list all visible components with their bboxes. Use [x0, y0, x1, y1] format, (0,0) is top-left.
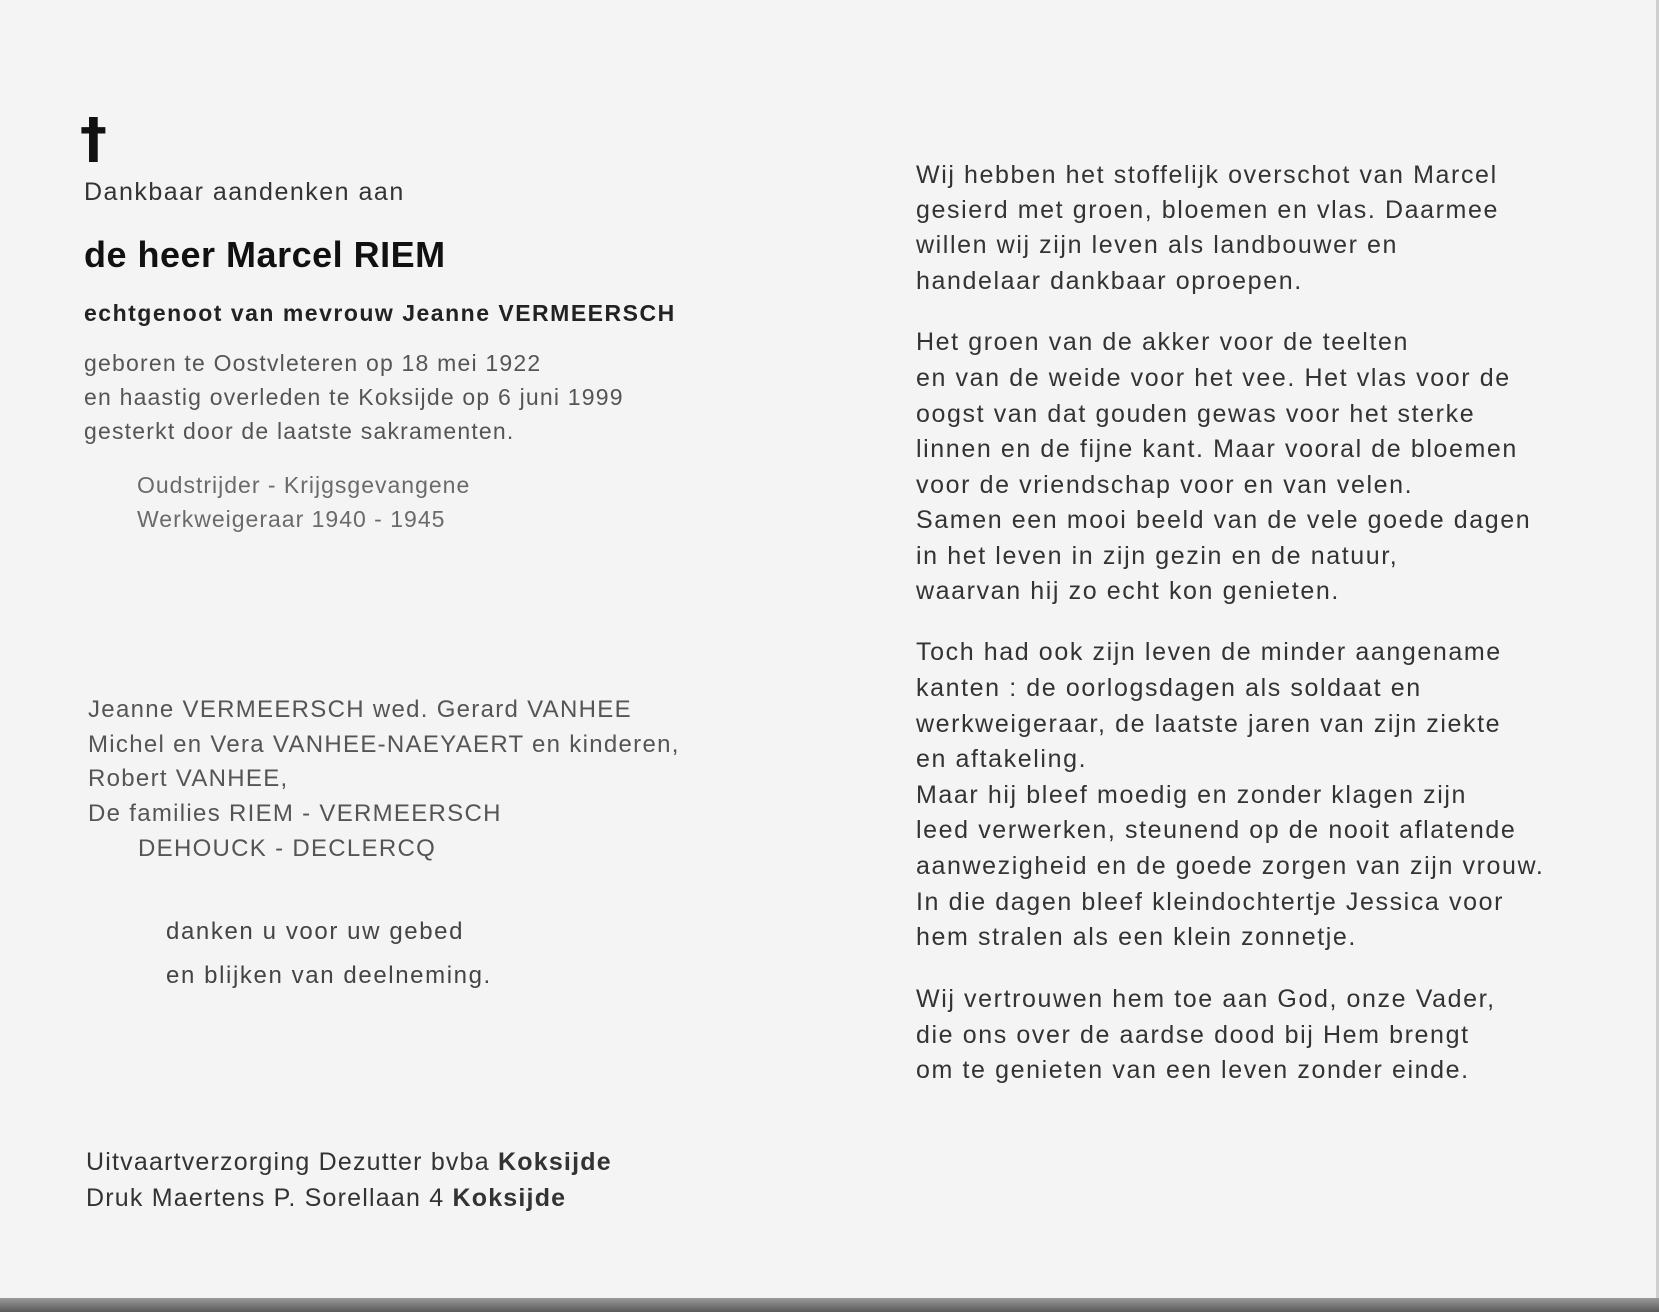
title-line: Oudstrijder - Krijgsgevangene [137, 472, 471, 498]
printer-line [86, 1184, 566, 1213]
poem-line: werkweigeraar, de laatste jaren van zijn ziekte [916, 710, 1502, 738]
family-line: De families RIEM - VERMEERSCH [88, 800, 502, 827]
poem-line: linnen en de fijne kant. Maar vooral de bloemen [916, 435, 1518, 463]
family-line: Robert VANHEE, [88, 765, 289, 792]
poem-line: gesierd met groen, bloemen en vlas. Daarmee [916, 196, 1499, 224]
bio-line: geboren te Oostvleteren op 18 mei 1922 [84, 350, 542, 376]
poem-line: Maar hij bleef moedig en zonder klagen zijn [916, 781, 1468, 809]
poem-line: aanwezigheid en de goede zorgen van zijn vrouw. [916, 852, 1545, 880]
family-line: Michel en Vera VANHEE-NAEYAERT en kinderen, [88, 731, 680, 758]
poem-line: Toch had ook zijn leven de minder aangename [916, 638, 1502, 666]
thanks-line: danken u voor uw gebed [166, 918, 465, 945]
poem-line: Wij hebben het stoffelijk overschot van Marcel [916, 161, 1498, 189]
poem-line: kanten : de oorlogsdagen als soldaat en [916, 674, 1422, 702]
poem-line: Wij vertrouwen hem toe aan God, onze Vader, [916, 985, 1496, 1013]
funeral-director-line [86, 1148, 612, 1177]
funeral-director-town: Koksijde [498, 1148, 612, 1176]
poem-line: en aftakeling. [916, 745, 1088, 773]
deceased-name: de heer Marcel RIEM [84, 234, 446, 275]
poem-line: willen wij zijn leven als landbouwer en [916, 231, 1399, 259]
spouse-line: echtgenoot van mevrouw Jeanne VERMEERSCH [84, 300, 676, 326]
poem-line: en van de weide voor het vee. Het vlas voor de [916, 364, 1511, 392]
poem-line: In die dagen bleef kleindochtertje Jessica voor [916, 888, 1505, 916]
family-line: DEHOUCK - DECLERCQ [138, 835, 437, 862]
printer-text: Druk Maertens P. Sorellaan 4 [86, 1184, 445, 1212]
poem-line: die ons over de aardse dood bij Hem brengt [916, 1021, 1470, 1049]
poem-line: handelaar dankbaar oproepen. [916, 267, 1303, 295]
poem-line: voor de vriendschap voor en van velen. [916, 471, 1414, 499]
cross-icon: † [80, 107, 107, 170]
scan-background-strip [0, 1298, 1659, 1312]
poem-line: om te genieten van een leven zonder einde. [916, 1056, 1470, 1084]
poem-line: Het groen van de akker voor de teelten [916, 328, 1410, 356]
title-line: Werkweigeraar 1940 - 1945 [137, 506, 446, 532]
poem-line: leed verwerken, steunend op de nooit aflatende [916, 816, 1517, 844]
printer-town: Koksijde [452, 1184, 567, 1212]
poem-line: waarvan hij zo echt kon genieten. [916, 577, 1340, 605]
bio-line: en haastig overleden te Koksijde op 6 juni 1999 [84, 384, 624, 410]
funeral-director-text: Uitvaartverzorging Dezutter bvba [86, 1148, 490, 1176]
poem-line: hem stralen als een klein zonnetje. [916, 923, 1357, 951]
intro-text: Dankbaar aandenken aan [84, 178, 405, 206]
bio-line: gesterkt door de laatste sakramenten. [84, 418, 515, 444]
poem-line: in het leven in zijn gezin en de natuur, [916, 542, 1399, 570]
poem-line: Samen een mooi beeld van de vele goede dagen [916, 506, 1532, 534]
thanks-line: en blijken van deelneming. [166, 962, 492, 989]
poem-line: oogst van dat gouden gewas voor het sterke [916, 400, 1476, 428]
family-line: Jeanne VERMEERSCH wed. Gerard VANHEE [88, 696, 632, 723]
